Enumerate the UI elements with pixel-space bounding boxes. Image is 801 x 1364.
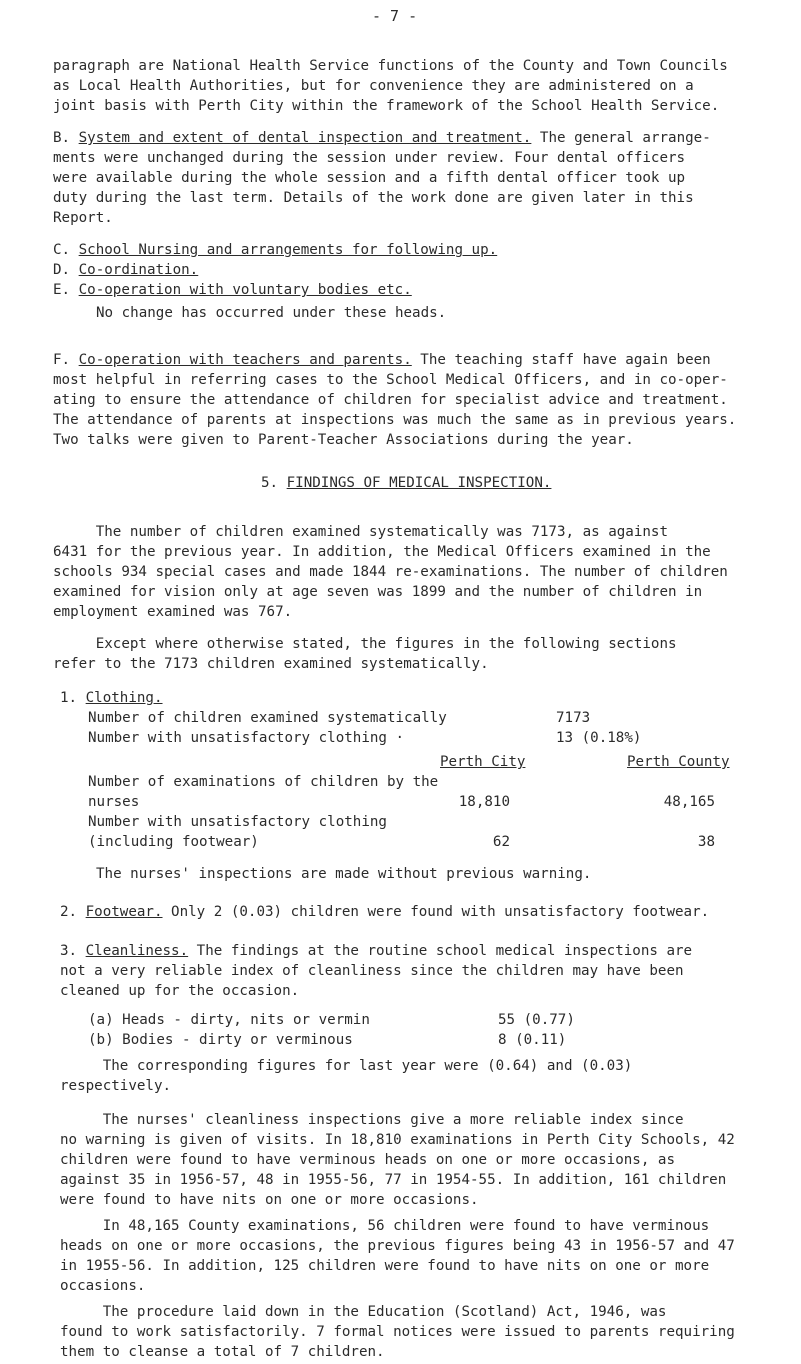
text-line: schools 934 special cases and made 1844 re-examinations. The number of children <box>53 564 728 580</box>
column-header-city: Perth City <box>440 754 526 770</box>
text-line: The attendance of parents at inspections was much the same as in previous years. <box>53 412 737 428</box>
findings-heading <box>261 473 551 493</box>
text-line: them to cleanse a total of 7 children. <box>60 1344 385 1360</box>
text-line: paragraph are National Health Service functions of the County and Town Councils <box>53 58 728 74</box>
section-letter: D. <box>53 262 71 278</box>
findings-paragraph <box>53 522 763 622</box>
column-header-county: Perth County <box>627 754 730 770</box>
text-line: The teaching staff have again been <box>411 352 711 368</box>
cleanliness-item-label: (a) Heads - dirty, nits or vermin <box>88 1012 370 1028</box>
section-heading: Co-operation with teachers and parents. <box>78 352 412 368</box>
section-number: 1. <box>60 690 78 706</box>
text-line: not a very reliable index of cleanliness since the children may have been <box>60 963 684 979</box>
section-heading: Cleanliness. <box>85 943 189 959</box>
cleanliness-item-value: 8 (0.11) <box>498 1032 567 1048</box>
text-line: Report. <box>53 210 113 226</box>
section-letter: B. <box>53 130 71 146</box>
section-letter: E. <box>53 282 71 298</box>
text-line: children were found to have verminous heads on one or more occasions, as <box>60 1152 675 1168</box>
section-heading: Footwear. <box>85 904 163 920</box>
section-heading: Co-ordination. <box>78 262 199 278</box>
section-heading: School Nursing and arrangements for following up. <box>78 242 498 258</box>
clothing-city-value: 62 <box>492 834 510 850</box>
text-line: respectively. <box>60 1078 172 1094</box>
section-letter: F. <box>53 352 71 368</box>
cleanliness-nurses-paragraph <box>60 1110 763 1210</box>
clothing-heading <box>60 688 163 708</box>
clothing-note: The nurses' inspections are made without previous warning. <box>96 866 592 882</box>
text-line: In 48,165 County examinations, 56 children were found to have verminous <box>60 1218 710 1234</box>
text-line: Except where otherwise stated, the figures in the following sections <box>53 636 677 652</box>
clothing-row-value: 7173 <box>556 710 591 726</box>
text-line: ating to ensure the attendance of children for specialist advice and treatment. <box>53 392 728 408</box>
text-line: were found to have nits on one or more occasions. <box>60 1192 479 1208</box>
text-line: employment examined was 767. <box>53 604 293 620</box>
cleanliness-corresponding <box>60 1056 763 1096</box>
page-number: - 7 - <box>372 7 418 25</box>
section-number: 3. <box>60 943 78 959</box>
clothing-row-label: Number with unsatisfactory clothing (including footwear) <box>88 814 387 850</box>
text-line: examined for vision only at age seven was 1899 and the number of children in <box>53 584 703 600</box>
text-line: The findings at the routine school medical inspections are <box>188 943 693 959</box>
text-line: Only 2 (0.03) children were found with unsatisfactory footwear. <box>162 904 710 920</box>
text-line: most helpful in referring cases to the School Medical Officers, and in co-oper- <box>53 372 728 388</box>
clothing-row-label: Number of examinations of children by the nurses <box>88 774 439 810</box>
clothing-county-value: 48,165 <box>663 794 715 810</box>
text-line: occasions. <box>60 1278 146 1294</box>
text-line: refer to the 7173 children examined systematically. <box>53 656 489 672</box>
section-heading: System and extent of dental inspection and treatment. <box>78 130 532 146</box>
clothing-row-label: Number of children examined systematically <box>88 710 447 726</box>
cleanliness-item-value: 55 (0.77) <box>498 1012 575 1028</box>
cleanliness-county-paragraph <box>60 1216 763 1296</box>
text-line: heads on one or more occasions, the previous figures being 43 in 1956-57 and 47 <box>60 1238 735 1254</box>
section-number: 2. <box>60 904 78 920</box>
sections-c-d-e <box>53 240 763 300</box>
findings-scope-paragraph <box>53 634 763 674</box>
text-line: no warning is given of visits. In 18,810 examinations in Perth City Schools, 42 <box>60 1132 735 1148</box>
text-line: The corresponding figures for last year were (0.64) and (0.03) <box>60 1058 633 1074</box>
section-f-cooperation <box>53 350 763 450</box>
text-line: The nurses' cleanliness inspections give a more reliable index since <box>60 1112 684 1128</box>
section-number: 5. <box>261 475 279 491</box>
cleanliness-intro <box>60 941 763 1001</box>
text-line: The number of children examined systematically was 7173, as against <box>53 524 668 540</box>
clothing-row-label: Number with unsatisfactory clothing · <box>88 730 405 746</box>
section-letter: C. <box>53 242 71 258</box>
section-heading: Clothing. <box>85 690 163 706</box>
intro-paragraph <box>53 56 763 116</box>
cleanliness-item-label: (b) Bodies - dirty or verminous <box>88 1032 353 1048</box>
text-line: against 35 in 1956-57, 48 in 1955-56, 77 in 1954-55. In addition, 161 children <box>60 1172 727 1188</box>
section-b-dental <box>53 128 763 228</box>
clothing-row-value: 13 (0.18%) <box>556 730 642 746</box>
text-line: duty during the last term. Details of the work done are given later in this <box>53 190 694 206</box>
text-line: found to work satisfactorily. 7 formal notices were issued to parents requiring <box>60 1324 735 1340</box>
text-line: were available during the whole session and a fifth dental officer took up <box>53 170 686 186</box>
text-line: as Local Health Authorities, but for convenience they are administered on a <box>53 78 694 94</box>
text-line: in 1955-56. In addition, 125 children were found to have nits on one or more <box>60 1258 710 1274</box>
section-heading: FINDINGS OF MEDICAL INSPECTION. <box>286 475 552 491</box>
text-line: The general arrange- <box>531 130 711 146</box>
text-line: Two talks were given to Parent-Teacher Associations during the year. <box>53 432 634 448</box>
clothing-city-value: 18,810 <box>458 794 510 810</box>
text-line: 6431 for the previous year. In addition, the Medical Officers examined in the <box>53 544 711 560</box>
text-line: ments were unchanged during the session under review. Four dental officers <box>53 150 686 166</box>
clothing-county-value: 38 <box>697 834 715 850</box>
section-heading: Co-operation with voluntary bodies etc. <box>78 282 412 298</box>
text-line: joint basis with Perth City within the framework of the School Health Service. <box>53 98 720 114</box>
no-change-note: No change has occurred under these heads. <box>96 305 447 321</box>
text-line: cleaned up for the occasion. <box>60 983 300 999</box>
text-line: The procedure laid down in the Education (Scotland) Act, 1946, was <box>60 1304 667 1320</box>
cleanliness-procedure-paragraph <box>60 1302 763 1362</box>
footwear-paragraph <box>60 902 709 922</box>
